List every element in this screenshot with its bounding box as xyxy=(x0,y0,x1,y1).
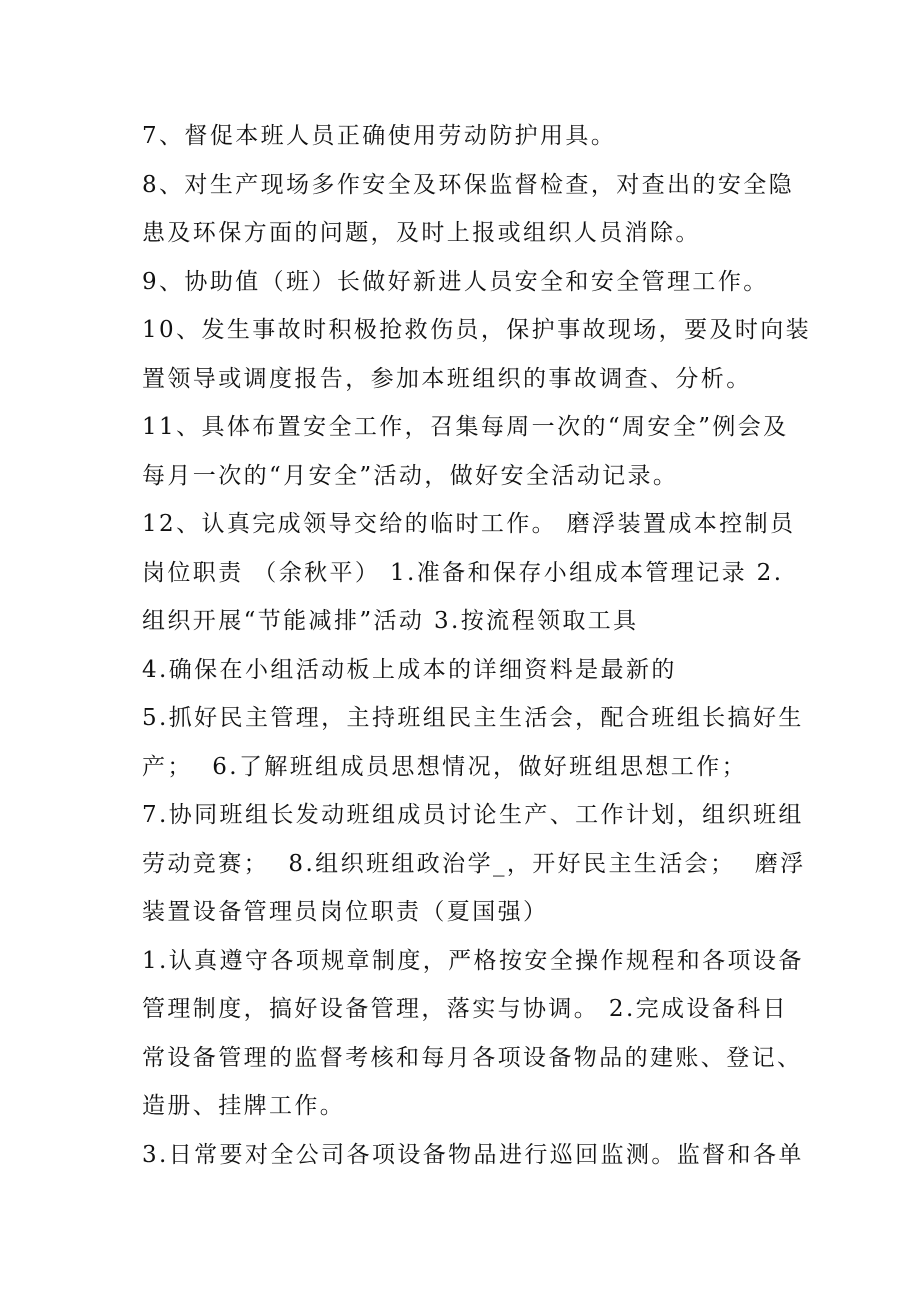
text-line: 装置设备管理员岗位职责（夏国强） xyxy=(142,899,549,925)
text-line: 4.确保在小组活动板上成本的详细资料是最新的 xyxy=(142,656,677,683)
text-line: 管理制度，搞好设备管理，落实与协调。 2.完成设备科日 xyxy=(142,996,789,1022)
text-line: 产； 6.了解班组成员思想情况，做好班组思想工作； xyxy=(142,753,747,780)
text-line: 12、认真完成领导交给的临时工作。 磨浮装置成本控制员 xyxy=(142,511,796,537)
text-line: 岗位职责 （余秋平） 1.准备和保存小组成本管理记录 2. xyxy=(142,559,784,586)
text-line: 置领导或调度报告，参加本班组织的事故调查、分析。 xyxy=(142,365,752,392)
document-body xyxy=(142,112,902,1179)
text-line: 造册、挂牌工作。 xyxy=(142,1093,346,1119)
text-line: 8、对生产现场多作安全及环保监督检查，对查出的安全隐 xyxy=(142,171,795,198)
text-line: 组织开展“节能减排”活动 3.按流程领取工具 xyxy=(142,608,639,634)
text-line: 每月一次的“月安全”活动，做好安全活动记录。 xyxy=(142,462,679,489)
text-line: 患及环保方面的问题，及时上报或组织人员消除。 xyxy=(142,220,701,246)
text-line: 11、具体布置安全工作，召集每周一次的“周安全”例会及 xyxy=(142,414,789,440)
text-line: 1.认真遵守各项规章制度，严格按安全操作规程和各项设备 xyxy=(142,947,804,974)
text-line: 劳动竞赛； 8.组织班组政治学_，开好民主生活会； 磨浮 xyxy=(142,850,806,877)
text-line: 5.抓好民主管理，主持班组民主生活会，配合班组长搞好生 xyxy=(142,705,804,731)
text-line: 7.协同班组长发动班组成员讨论生产、工作计划，组织班组 xyxy=(142,802,804,828)
text-line: 7、督促本班人员正确使用劳动防护用具。 xyxy=(142,123,617,149)
text-line: 常设备管理的监督考核和每月各项设备物品的建账、登记、 xyxy=(142,1044,803,1071)
text-line: 10、发生事故时积极抢救伤员，保护事故现场，要及时向装 xyxy=(142,317,812,343)
text-line: 9、协助值（班）长做好新进人员安全和安全管理工作。 xyxy=(142,268,769,295)
text-line: 3.日常要对全公司各项设备物品进行巡回监测。监督和各单 xyxy=(142,1141,804,1168)
